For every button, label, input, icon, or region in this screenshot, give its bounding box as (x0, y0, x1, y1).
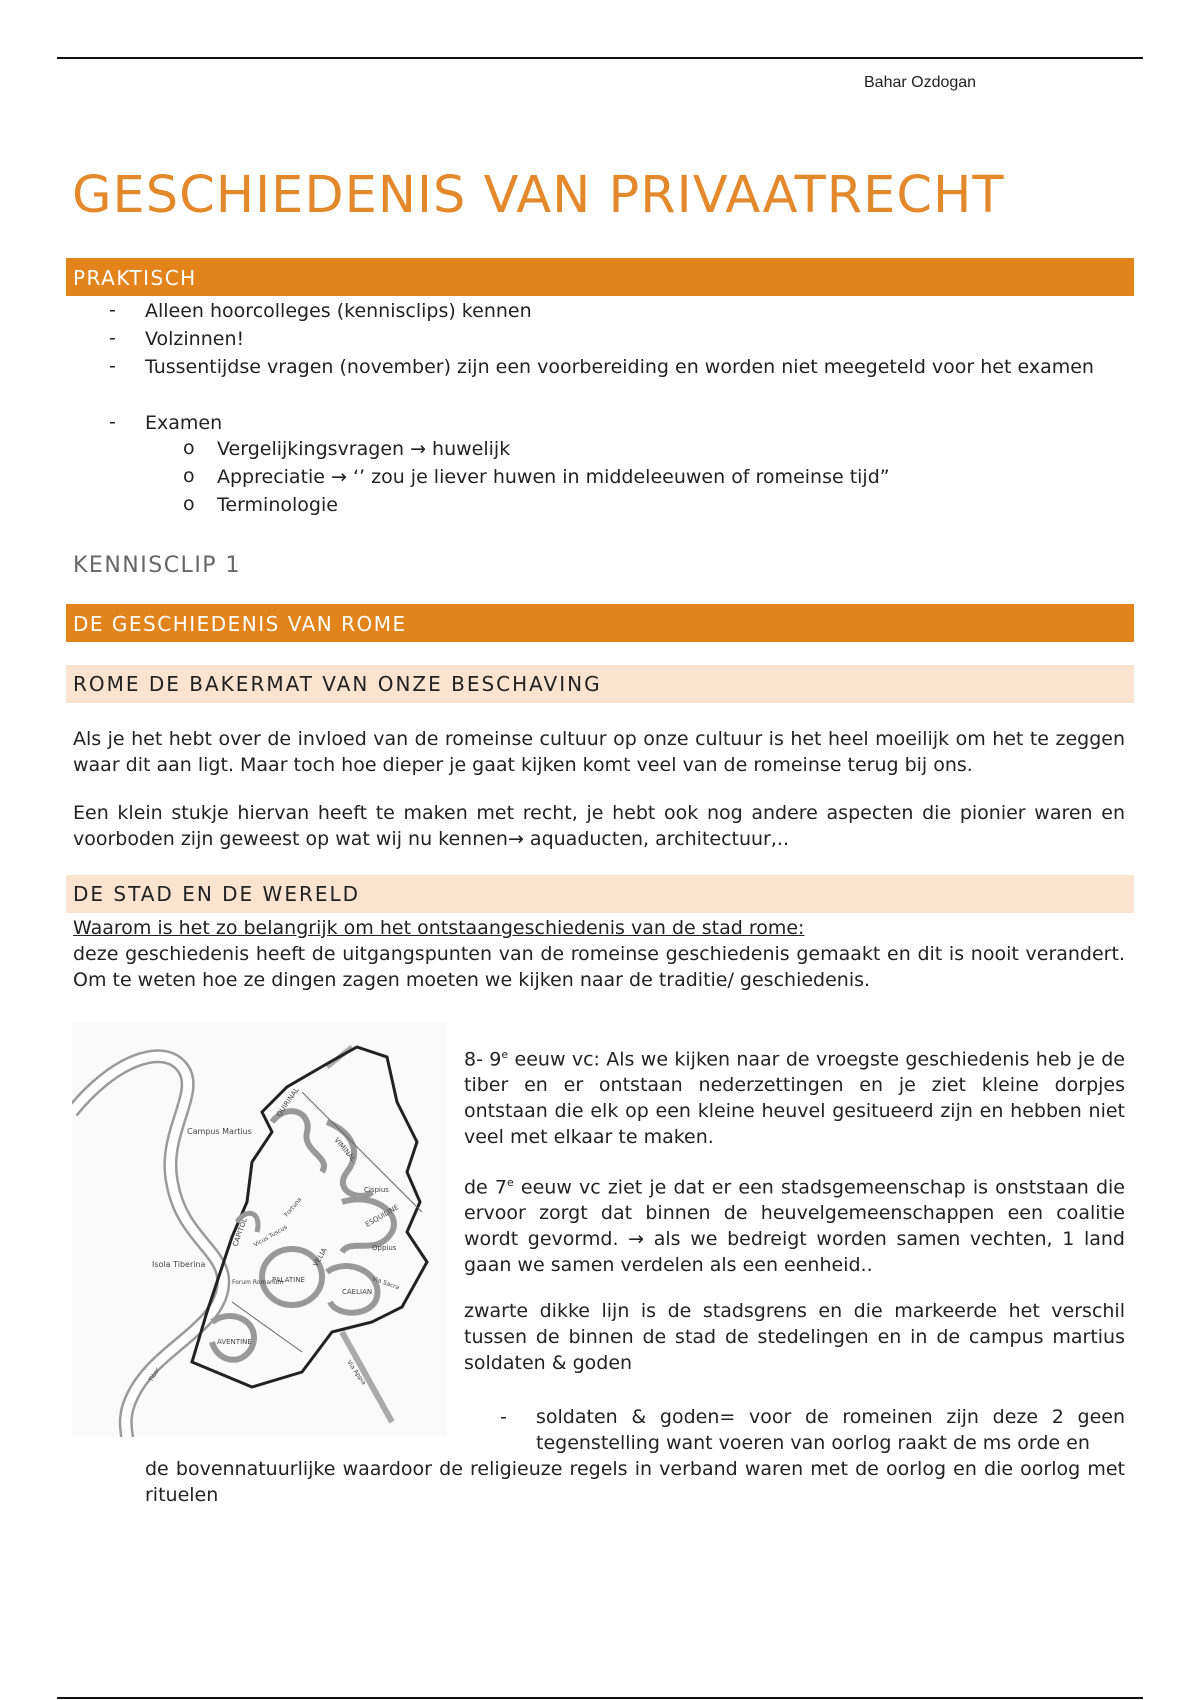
author-name: Bahar Ozdogan (864, 74, 977, 91)
list-bullet: - (109, 411, 116, 433)
map-label: VELIA (311, 1246, 329, 1268)
rome-map-svg (72, 1022, 447, 1437)
paragraph: Een klein stukje hiervan heeft te maken met recht, je hebt ook nog andere aspecten die pionier waren en voorboden zijn geweest op wat wij nu kennen→ aquaducten, architectuur,.. (73, 802, 1125, 850)
paragraph-century-7 (464, 1170, 1125, 1278)
text-run: de 7 (464, 1176, 507, 1199)
map-label: ESQUILINE (364, 1203, 401, 1229)
map-label: Cispius (364, 1186, 389, 1194)
question-text: Waarom is het zo belangrijk om het ontstaangeschiedenis van de stad rome: (73, 917, 805, 939)
map-label: Forum Romanum (232, 1279, 284, 1286)
list-item: Examen (145, 412, 223, 434)
list-bullet: - (109, 355, 116, 377)
hill-quirinal (272, 1111, 324, 1172)
sub-list-item: Appreciatie → ‘’ zou je liever huwen in middeleeuwen of romeinse tijd” (217, 466, 890, 488)
bullet-text-tail: de bovennatuurlijke waardoor de religieuze regels in verband waren met de oorlog en die oorlog met rituelen (145, 1458, 1125, 1506)
list-bullet: - (109, 299, 116, 321)
map-label: Tiber (147, 1366, 162, 1383)
map-label: Via Appia (345, 1359, 368, 1387)
list-item: Volzinnen! (145, 328, 245, 350)
list-bullet: - (500, 1406, 507, 1428)
map-label: CAPITOL (231, 1217, 250, 1248)
map-label: Oppius (372, 1244, 397, 1252)
rome-map-figure (72, 1022, 447, 1437)
map-label: Via Sacra (371, 1275, 401, 1292)
paragraph: deze geschiedenis heeft de uitgangspunten van de romeinse geschiedenis gemaakt en dit is nooit verandert. Om te weten hoe ze dingen zagen moeten we kijken naar de traditie/ geschiedenis. (73, 943, 1125, 991)
subsection-heading-stad: DE STAD EN DE WERELD (66, 875, 1134, 913)
map-label: PALATINE (272, 1276, 305, 1284)
page-title: GESCHIEDENIS VAN PRIVAATRECHT (72, 166, 1005, 225)
section-heading-praktisch: PRAKTISCH (66, 258, 1134, 296)
text-run: eeuw vc: Als we kijken naar de vroegste geschiedenis heb je de tiber en er ontstaan nederzettingen en je ziet kleine dorpjes ontstaan die elk op een kleine heuvel gesitueerd zijn en hebben niet veel met elkaar te maken. (464, 1048, 1125, 1149)
list-item: Alleen hoorcolleges (kennisclips) kennen (145, 300, 532, 322)
sub-bullet: o (183, 493, 195, 515)
sub-list-item: Vergelijkingsvragen → huwelijk (217, 438, 511, 460)
sub-bullet: o (183, 437, 195, 459)
list-bullet: - (109, 327, 116, 349)
bottom-rule (57, 1697, 1143, 1699)
text-run: 8- 9 (464, 1048, 502, 1071)
subsection-heading-bakermat: ROME DE BAKERMAT VAN ONZE BESCHAVING (66, 665, 1134, 703)
via-appia-road (342, 1332, 392, 1422)
map-label: Fortuna (283, 1196, 304, 1219)
paragraph-stadsgrens: zwarte dikke lijn is de stadsgrens en die markeerde het verschil tussen de binnen de stad de stedelingen en in de campus martius soldaten & goden (464, 1300, 1125, 1374)
paragraph-century-8-9 (464, 1042, 1125, 1150)
text-run: eeuw vc ziet je dat er een stadsgemeenschap is onststaan die ervoor zorgt dat binnen de heuvelgemeenschappen een coalitie wordt gevormd. → als we bedreigt worden samen vechten, 1 land gaan we samen verdelen als een eenheid.. (464, 1176, 1125, 1277)
superscript: e (501, 1048, 509, 1061)
superscript: e (506, 1176, 514, 1189)
sub-bullet: o (183, 465, 195, 487)
map-label: Campus Martius (187, 1127, 252, 1136)
map-label: AVENTINE (217, 1338, 252, 1346)
bullet-text-head: soldaten & goden= voor de romeinen zijn deze 2 geen tegenstelling want voeren van oorlog raakt de ms orde en (536, 1406, 1125, 1454)
map-label: QUIRINAL (275, 1086, 301, 1119)
map-label: VIMINAL (332, 1136, 358, 1164)
paragraph: Als je het hebt over de invloed van de romeinse cultuur op onze cultuur is het heel moeilijk om het te zeggen waar dit aan ligt. Maar toch hoe dieper je gaat kijken komt veel van de romeinse terug bij ons. (73, 728, 1125, 776)
map-label: CAELIAN (342, 1288, 373, 1296)
section-heading-rome: DE GESCHIEDENIS VAN ROME (66, 604, 1134, 642)
map-label: Vicus Tuscus (252, 1223, 289, 1249)
top-rule (57, 57, 1143, 59)
list-item: Tussentijdse vragen (november) zijn een voorbereiding en worden niet meegeteld voor het examen (145, 356, 1094, 378)
map-label: Isola Tiberina (152, 1260, 206, 1269)
sub-list-item: Terminologie (217, 494, 338, 516)
kennisclip-heading: KENNISCLIP 1 (73, 553, 242, 578)
